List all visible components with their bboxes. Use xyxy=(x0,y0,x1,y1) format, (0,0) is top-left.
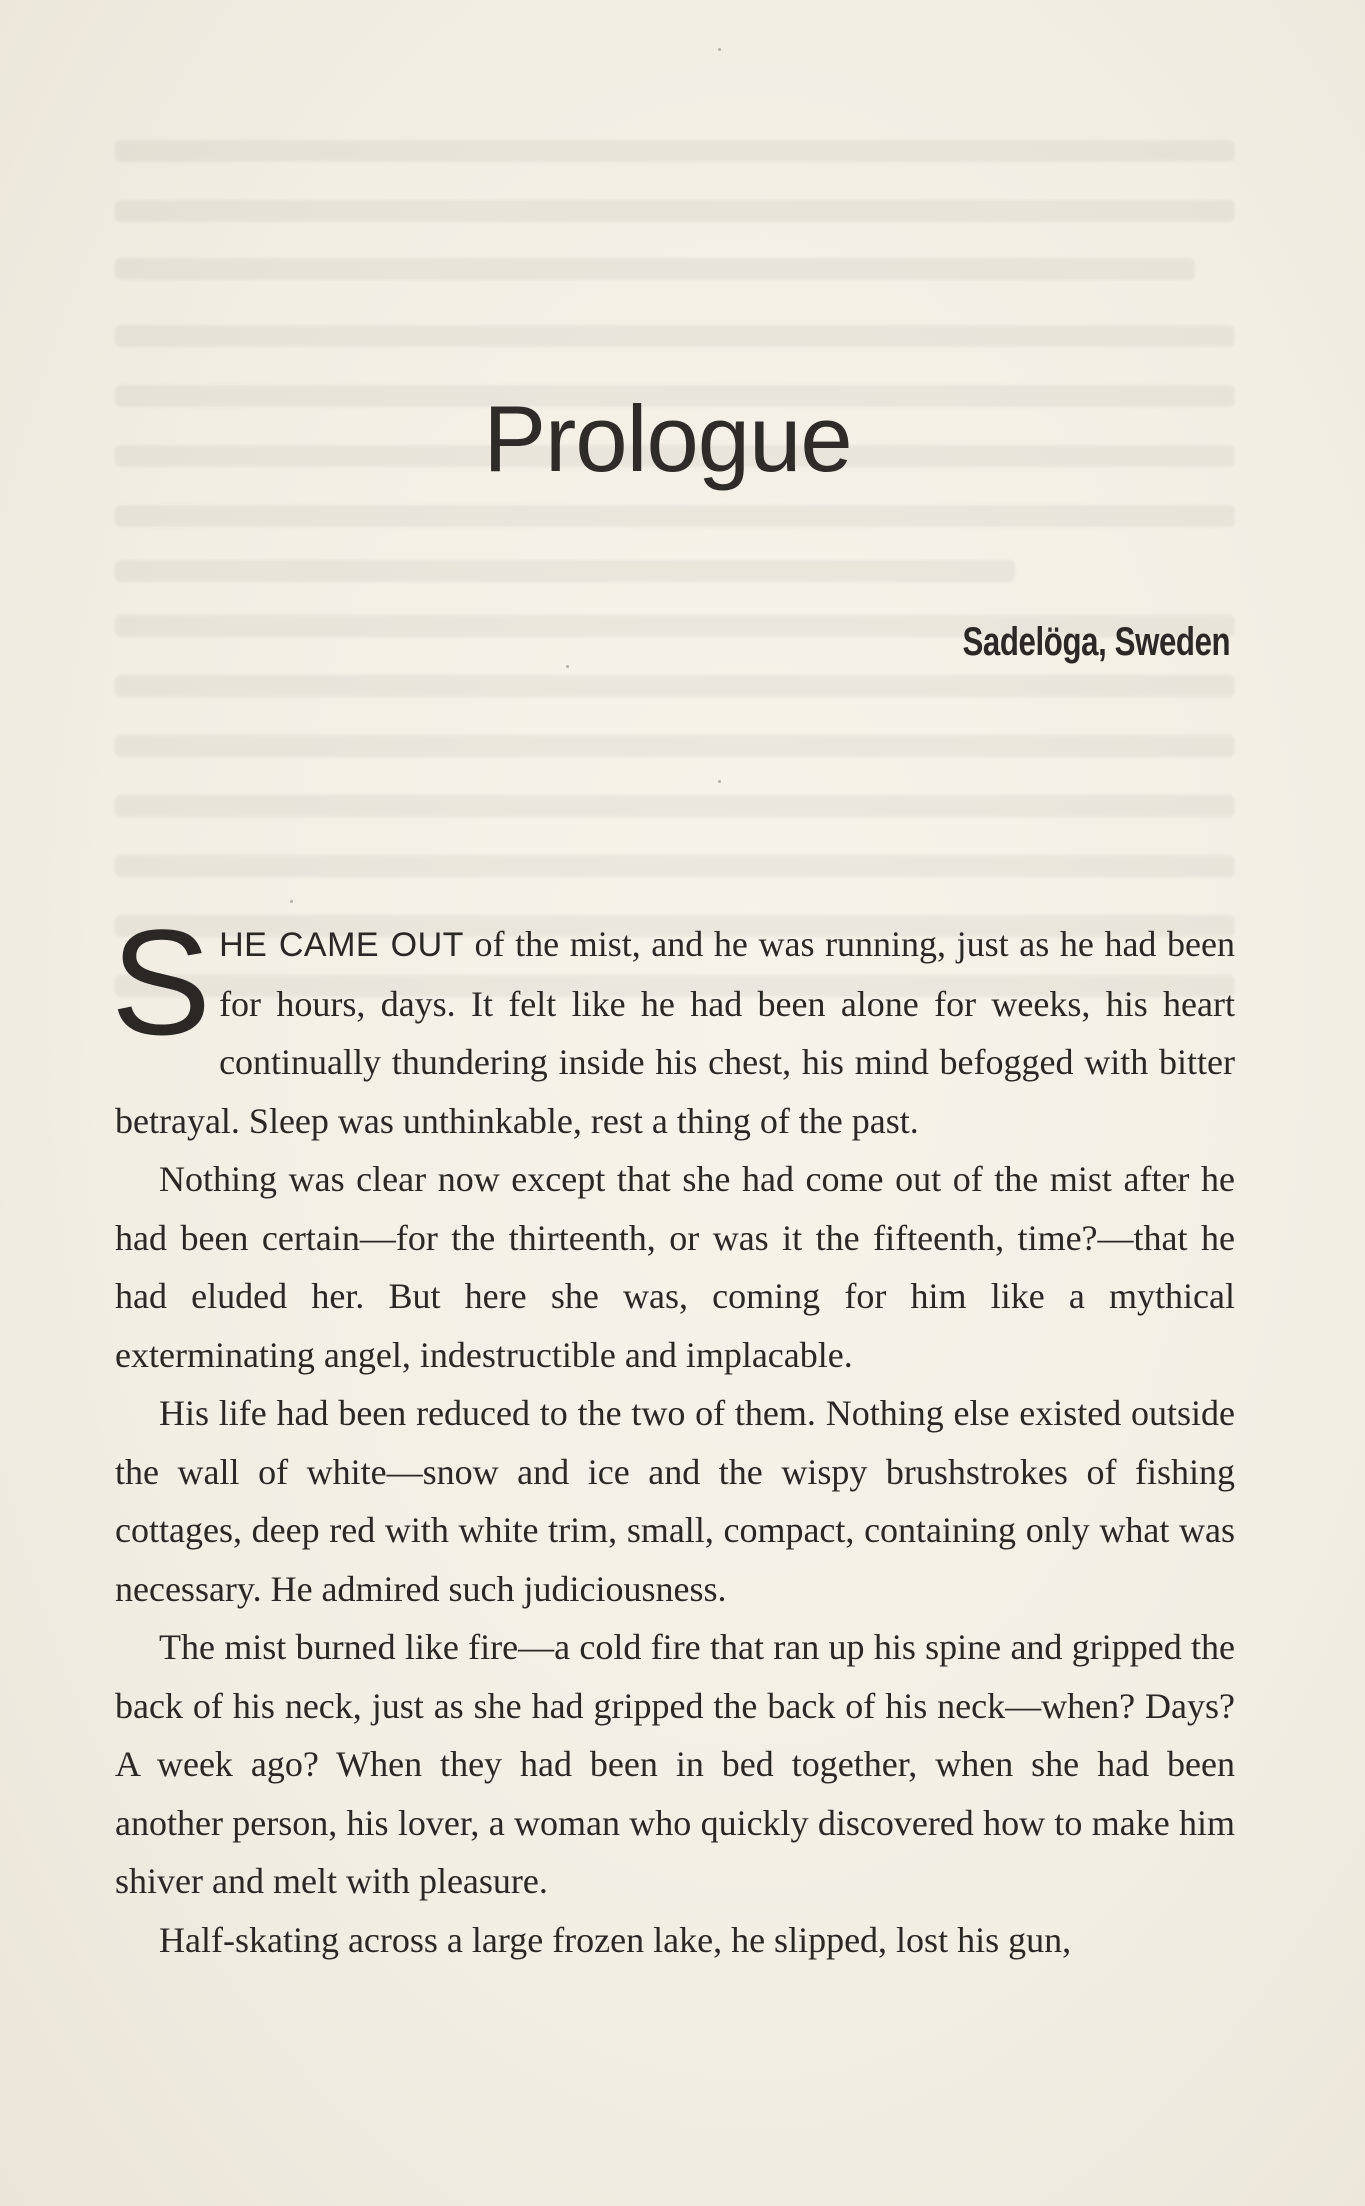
paragraph-4: The mist burned like fire—a cold fire that ran up his spine and gripped the back of his neck, just as she had gripped the back of his neck—when? Days? A week ago? When they had been in bed together, when she had been another person, his lover, a woman who quickly discovered how to make him shiver and melt with pleasure. xyxy=(115,1627,1235,1901)
paper-speck xyxy=(566,665,569,668)
chapter-title: Prologue xyxy=(483,386,852,491)
paragraph-3: His life had been reduced to the two of them. Nothing else existed outside the wall of white—snow and ice and the wispy brushstrokes of fishing cottages, deep red with white trim, small, compact, containing only what was necessary. He admired such judiciousness. xyxy=(115,1393,1235,1609)
paragraph-5: Half-skating across a large frozen lake, he slipped, lost his gun, xyxy=(159,1919,1072,1960)
chapter-location: Sadelöga, Sweden xyxy=(962,620,1230,664)
paper-speck xyxy=(718,780,721,783)
paragraph-1 xyxy=(111,898,1235,1150)
paper-speck xyxy=(290,900,293,903)
paragraph-2: Nothing was clear now except that she had come out of the mist after he had been certain—for the thirteenth, or was it the fifteenth, time?—that he had eluded her. But here she was, coming for him like a mythical exterminating angel, indestructible and implacable. xyxy=(115,1159,1235,1375)
opening-words: HE CAME OUT xyxy=(219,926,464,964)
drop-cap: S xyxy=(111,898,212,1066)
paragraph-1-text: of the mist, and he was running, just as he had been for hours, days. It felt like he had been alone for weeks, his heart continually thundering inside his chest, his mind befogged with bitter betrayal. Sleep was unthinkable, rest a thing of the past. xyxy=(115,924,1235,1141)
paper-speck xyxy=(718,48,721,51)
chapter-body-text xyxy=(111,898,1235,1969)
